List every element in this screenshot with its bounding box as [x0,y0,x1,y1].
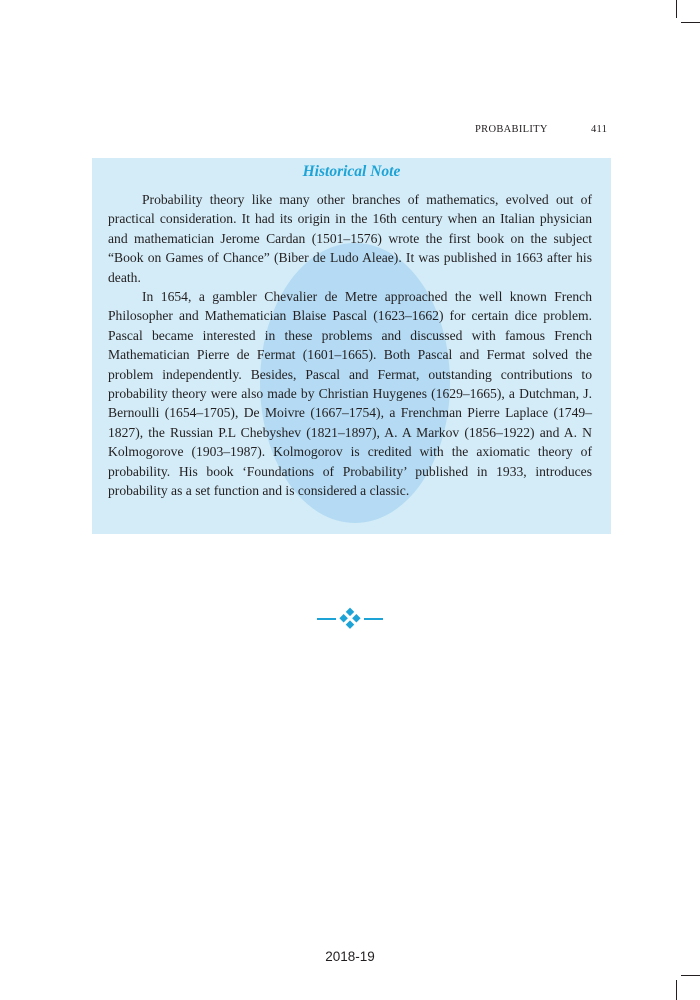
ornament-dash-left [317,618,336,621]
crop-mark-top-vertical [676,0,677,18]
diamond-ornament-icon [339,608,362,631]
page-number: 411 [591,124,608,135]
ornament-dash-right [364,618,383,621]
footer-year: 2018-19 [325,949,375,964]
crop-mark-top-horizontal [681,22,700,23]
crop-mark-bottom-horizontal [681,975,700,976]
historical-note-box [92,158,611,534]
note-paragraph: In 1654, a gambler Chevalier de Metre approached the well known French Philosopher and Mathematician Blaise Pascal (1623–1662) for certain dice problem. Pascal became interested in these problems and discussed with famous French Mathematician Pierre de Fermat (1601–1665). Both Pascal and Fermat solved the problem independently. Besides, Pascal and Fermat, outstanding contributions to probability theory were also made by Christian Huygenes (1629–1665), a Dutchman, J. Bernoulli (1654–1705), De Moivre (1667–1754), a Frenchman Pierre Laplace (1749–1827), the Russian P.L Chebyshev (1821–1897), A. A Markov (1856–1922) and A. N Kolmogorove (1903–1987). Kolmogorov is credited with the axiomatic theory of probability. His book ‘Foundations of Probability’ published in 1933, introduces probability as a set function and is considered a classic. [108,289,592,499]
historical-note-body [108,190,592,501]
crop-mark-bottom-vertical [676,980,677,1000]
note-paragraph: Probability theory like many other branches of mathematics, evolved out of practical consideration. It had its origin in the 16th century when an Italian physician and mathematician Jerome Cardan (1501–1576) wrote the first book on the subject “Book on Games of Chance” (Biber de Ludo Aleae). It was published in 1663 after his death. [108,192,592,285]
chapter-title: PROBABILITY [475,124,548,135]
running-header [0,124,700,138]
end-ornament [0,607,700,631]
historical-note-title: Historical Note [302,163,401,180]
